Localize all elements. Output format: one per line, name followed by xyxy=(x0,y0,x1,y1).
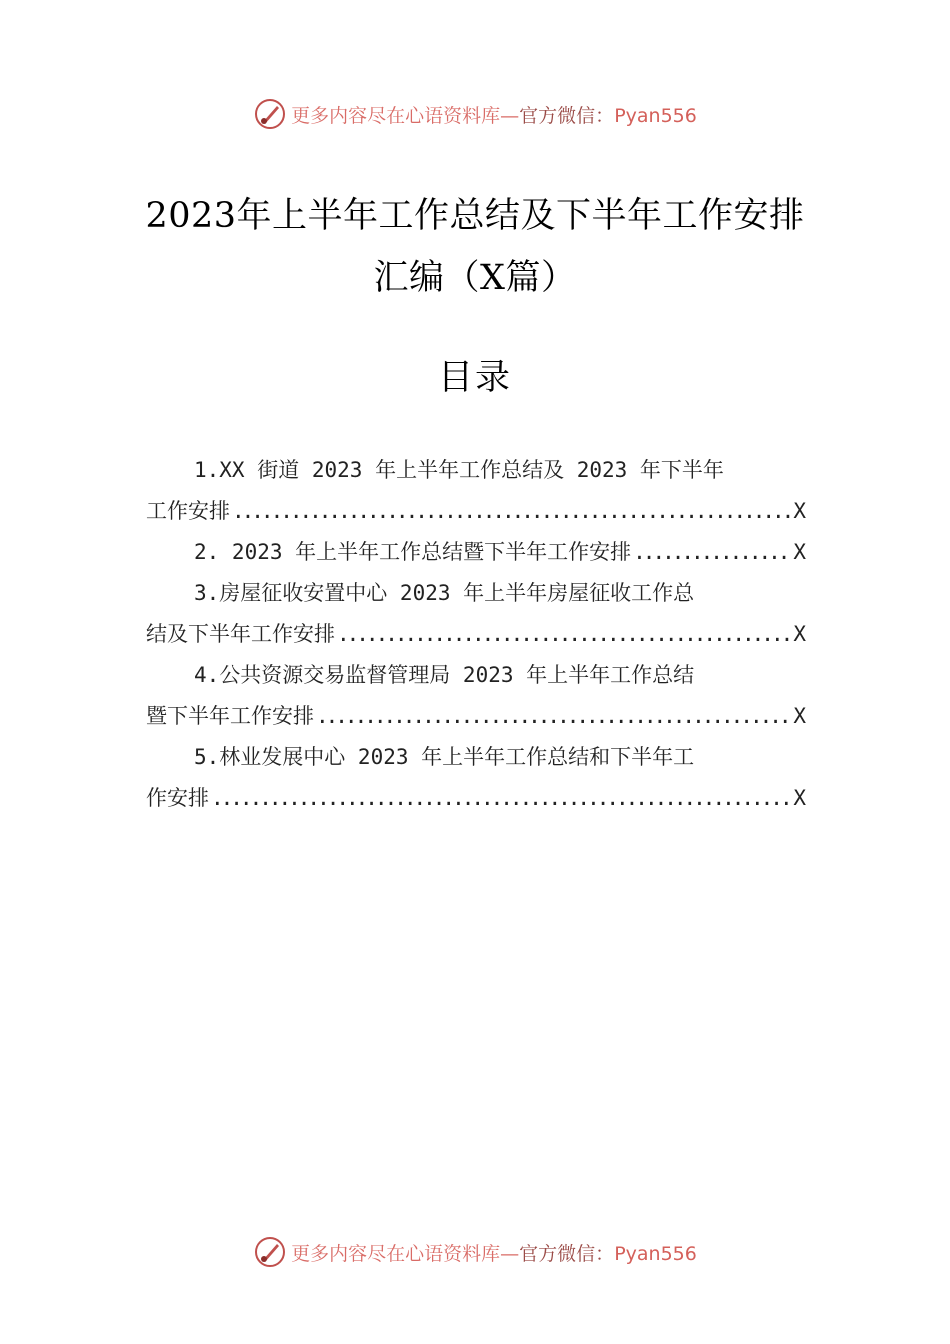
header-banner xyxy=(0,94,950,134)
toc-page-number: X xyxy=(793,704,806,728)
banner-text: 更多内容尽在心语资料库—官方微信：Pyan556 xyxy=(291,104,697,127)
table-of-contents xyxy=(146,450,806,819)
toc-page-number: X xyxy=(793,499,806,523)
leader-dots xyxy=(633,532,791,573)
page-title-line1: 2023年上半年工作总结及下半年工作安排 xyxy=(145,196,805,236)
wechat-id: Pyan556 xyxy=(614,1242,697,1265)
toc-entry-3-line1[interactable]: 3.房屋征收安置中心 2023 年上半年房屋征收工作总 xyxy=(194,581,695,605)
toc-page-number: X xyxy=(793,540,806,564)
leader-dots xyxy=(232,491,791,532)
leader-dots xyxy=(316,696,791,737)
toc-heading: 目录 xyxy=(437,358,512,398)
toc-page-number: X xyxy=(793,786,806,810)
toc-page-number: X xyxy=(793,622,806,646)
toc-entry-1-line2[interactable]: 工作安排 ..... X xyxy=(146,491,806,532)
toc-entry-2[interactable]: 2. 2023 年上半年工作总结暨下半年工作安排 ..... X xyxy=(146,532,806,573)
quill-logo-icon xyxy=(253,97,287,131)
leader-dots xyxy=(211,778,791,819)
footer-banner xyxy=(0,1232,950,1272)
page-title-line2: 汇编（X篇） xyxy=(373,258,577,298)
quill-logo-icon xyxy=(253,1235,287,1269)
wechat-id: Pyan556 xyxy=(614,104,697,127)
toc-entry-1-line1[interactable]: 1.XX 街道 2023 年上半年工作总结及 2023 年下半年 xyxy=(194,458,724,482)
toc-entry-5-line1[interactable]: 5.林业发展中心 2023 年上半年工作总结和下半年工 xyxy=(194,745,695,769)
leader-dots xyxy=(337,614,791,655)
toc-entry-5-line2[interactable]: 作安排 ..... X xyxy=(146,778,806,819)
toc-entry-3-line2[interactable]: 结及下半年工作安排 ..... X xyxy=(146,614,806,655)
banner-text: 更多内容尽在心语资料库—官方微信：Pyan556 xyxy=(291,1242,697,1265)
toc-entry-4-line2[interactable]: 暨下半年工作安排 ..... X xyxy=(146,696,806,737)
toc-entry-4-line1[interactable]: 4.公共资源交易监督管理局 2023 年上半年工作总结 xyxy=(194,663,695,687)
